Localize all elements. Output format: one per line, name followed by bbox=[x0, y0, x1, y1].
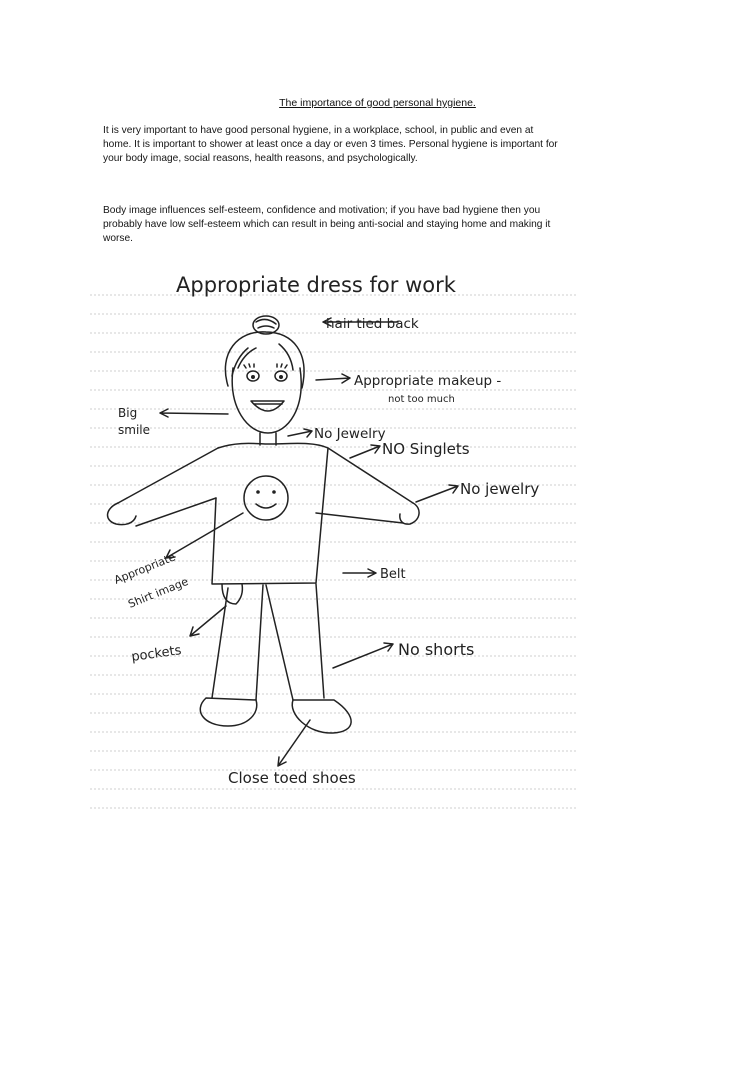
arrow-belt-icon bbox=[343, 569, 376, 577]
arrow-jewelry-neck-icon bbox=[288, 429, 312, 437]
label-shoes: Close toed shoes bbox=[228, 769, 356, 787]
lined-drawing-sheet bbox=[88, 258, 578, 823]
figure-drawing bbox=[88, 258, 578, 823]
label-smile-2: smile bbox=[118, 423, 150, 437]
pocket-icon bbox=[222, 584, 242, 604]
left-hand-icon bbox=[108, 503, 136, 525]
shirt-icon bbox=[212, 443, 328, 584]
label-smile-1: Big bbox=[118, 406, 138, 420]
arrow-smile-icon bbox=[160, 409, 228, 417]
label-shorts: No shorts bbox=[398, 640, 475, 659]
arrow-makeup-icon bbox=[316, 374, 350, 383]
label-makeup-2: not too much bbox=[388, 394, 455, 405]
label-hair: hair tied back bbox=[326, 316, 419, 332]
label-singlets: NO Singlets bbox=[382, 440, 470, 458]
ruled-lines bbox=[90, 295, 576, 808]
arrow-pockets-icon bbox=[190, 606, 226, 636]
label-pockets: pockets bbox=[130, 643, 183, 665]
label-shirt-1: Appropriate bbox=[112, 550, 178, 587]
drawing-heading: Appropriate dress for work bbox=[176, 273, 456, 297]
paragraph-body-image: Body image influences self-esteem, confidence and motivation; if you have bad hygiene then you probably have low self-esteem which can result in being anti-social and staying home and making it worse. bbox=[103, 205, 551, 245]
arrow-shirt-icon bbox=[166, 513, 243, 558]
right-hand-icon bbox=[400, 503, 419, 524]
label-belt: Belt bbox=[380, 567, 406, 582]
shirt-smiley-icon bbox=[244, 476, 288, 520]
label-jewelry-neck: No Jewelry bbox=[314, 426, 386, 442]
document-title: The importance of good personal hygiene. bbox=[279, 97, 476, 109]
arrow-jewelry-hand-icon bbox=[416, 485, 458, 502]
arrow-shoes-icon bbox=[278, 720, 310, 766]
label-jewelry-hand: No jewelry bbox=[460, 480, 540, 498]
paragraph-intro: It is very important to have good personal hygiene, in a workplace, school, in public and even at home. It is important to shower at least once a day or even 3 times. Personal hygiene is important for your body image, social reasons, health reasons, and psychologically. bbox=[103, 125, 558, 165]
right-shoe-icon bbox=[292, 700, 351, 733]
label-makeup-1: Appropriate makeup - bbox=[354, 373, 502, 389]
label-shirt-2: Shirt image bbox=[126, 574, 191, 611]
left-shoe-icon bbox=[200, 698, 256, 726]
left-arm-icon bbox=[118, 448, 218, 526]
